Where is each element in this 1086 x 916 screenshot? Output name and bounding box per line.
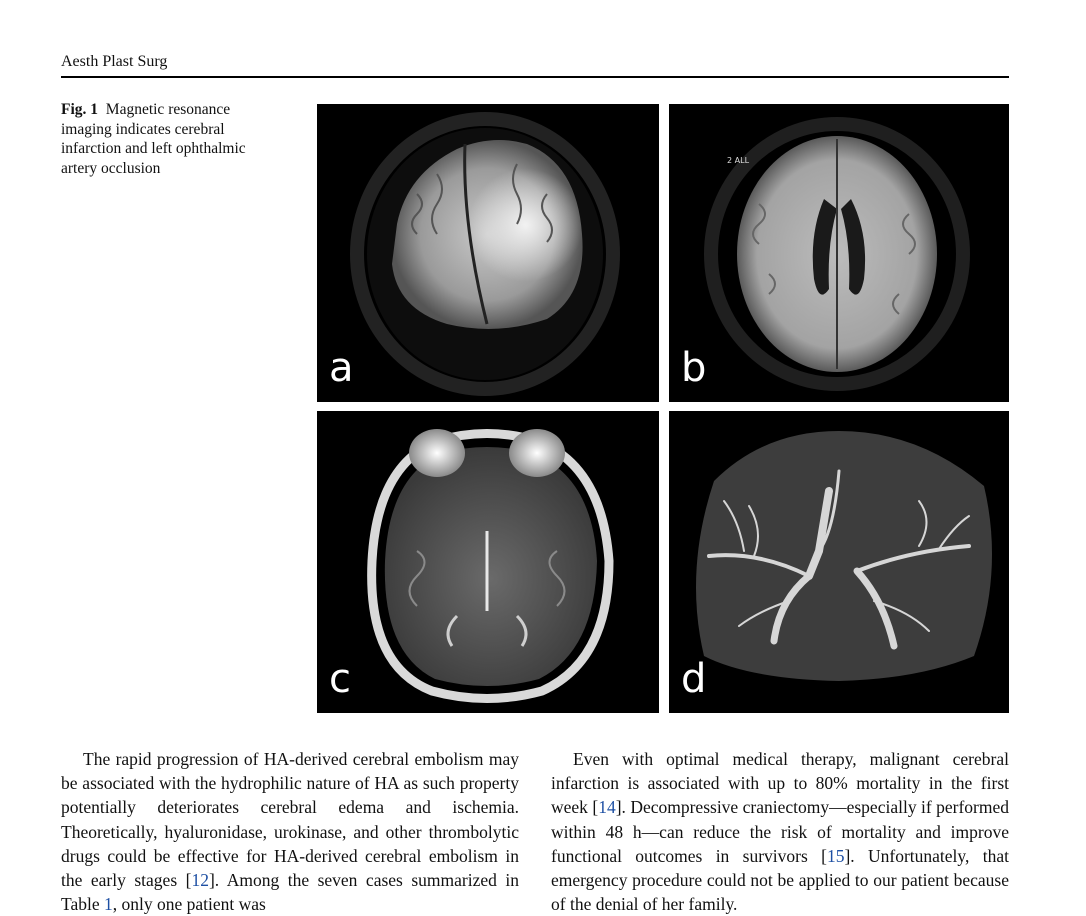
panel-letter-c: c <box>329 656 351 702</box>
citation-link[interactable]: 12 <box>191 870 209 891</box>
mra-panel-d <box>669 411 1009 713</box>
text-run: Even with optimal medical therapy, malignant cerebral infarction is associated with up to 80% mortality in the first week [ <box>551 749 1009 818</box>
body-paragraph-right <box>551 747 1009 916</box>
table-link[interactable]: 1 <box>104 894 113 915</box>
header-rule <box>61 76 1009 78</box>
text-run: ]. Among the seven cases summarized in Table <box>61 870 520 915</box>
body-paragraph-left <box>61 747 519 916</box>
journal-header: Aesth Plast Surg <box>61 53 168 70</box>
panel-letter-a: a <box>329 345 354 391</box>
figure-caption <box>61 100 271 178</box>
figure-label: Fig. 1 <box>61 101 99 118</box>
text-run: The rapid progression of HA-derived cerebral embolism may be associated with the hydrophilic nature of HA as such property potentially deteriorates cerebral edema and ischemia. Theoretically, hyaluronidase, urokinase, and other thrombolytic drugs could be effective for HA-derived cerebral embolism in the early stages [ <box>61 749 519 891</box>
mri-panel-c <box>317 411 659 713</box>
citation-link[interactable]: 14 <box>598 797 616 818</box>
panel-letter-b: b <box>681 345 707 391</box>
mri-panel-b <box>669 104 1009 402</box>
text-run: ]. Decompressive craniectomy—especially if performed within 48 h—can reduce the risk of mortality and improve functional outcomes in survivors [ <box>551 797 1009 866</box>
mra-image-d <box>669 411 1009 713</box>
panel-letter-d: d <box>681 656 707 702</box>
body-column-left <box>61 747 519 916</box>
citation-link[interactable]: 15 <box>826 845 845 866</box>
body-column-right <box>551 747 1009 916</box>
mri-image-b <box>669 104 1009 402</box>
text-run: , only one patient was <box>112 894 266 915</box>
mri-panel-a <box>317 104 659 402</box>
text-run: ]. Unfortunately, that emergency procedure could not be applied to our patient because of the denial of her family. <box>551 845 1009 915</box>
figure-caption-text: Magnetic resonance imaging indicates cerebral infarction and left ophthalmic artery occlusion <box>61 101 246 177</box>
mri-image-c <box>317 411 659 713</box>
mri-overlay-text: 2 ALL <box>727 156 750 165</box>
mri-image-a <box>317 104 659 402</box>
